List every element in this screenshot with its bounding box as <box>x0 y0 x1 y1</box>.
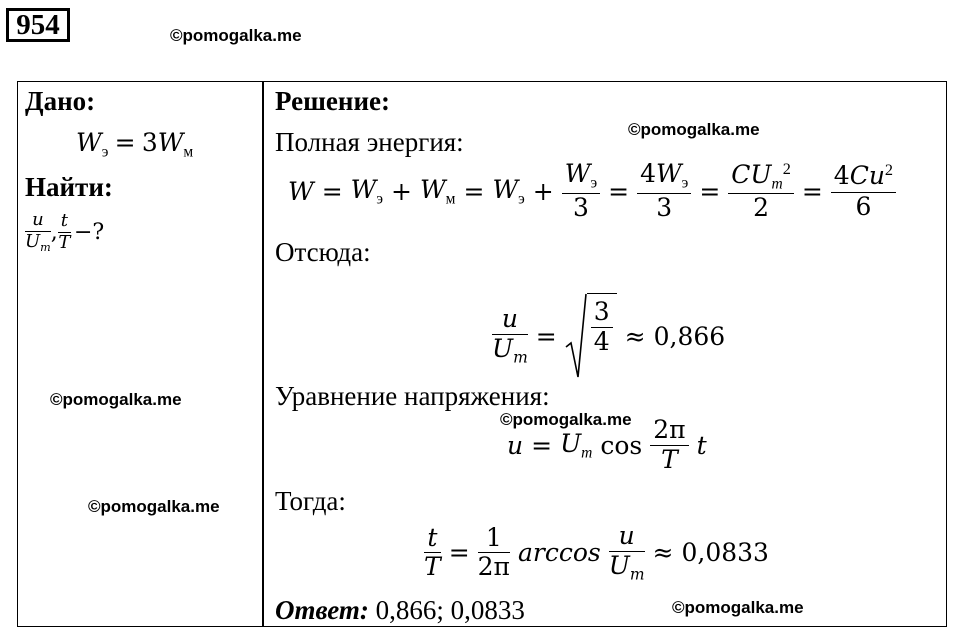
given-formula: $W_э = 3W_м$ <box>76 128 194 161</box>
watermark: ©pomogalka.me <box>628 120 760 139</box>
column-divider <box>262 81 264 627</box>
time-ratio-equation: $\frac{t}{T}$ = $\frac{1}{2\pi}$ arccos $\frac{u}{U_m}$ ≈ 0,0833 <box>424 521 769 584</box>
line-then: Тогда: <box>275 486 346 516</box>
watermark: ©pomogalka.me <box>500 410 632 429</box>
find-heading: Найти: <box>25 172 113 202</box>
ratio-equation: $\frac{u}{U_m}$ = $\frac{3}{4}$ ≈ 0,866 <box>492 293 725 379</box>
find-formula: $\frac{u}{U_m}$ , $\frac{t}{T}$ −? <box>25 209 105 254</box>
answer-line <box>275 595 525 626</box>
voltage-equation: u = $U_m$ cos $\frac{2\pi}{T}$ t <box>507 415 707 474</box>
watermark: ©pomogalka.me <box>88 497 220 516</box>
solution-heading: Решение: <box>275 86 390 116</box>
watermark: ©pomogalka.me <box>170 26 302 45</box>
watermark: ©pomogalka.me <box>672 598 804 617</box>
problem-number: 954 <box>6 8 70 42</box>
given-heading: Дано: <box>25 86 96 116</box>
line-full-energy: Полная энергия: <box>275 127 464 157</box>
watermark: ©pomogalka.me <box>50 390 182 409</box>
line-hence: Отсюда: <box>275 237 371 267</box>
answer-label: Ответ: <box>275 595 369 625</box>
sqrt-symbol: $\frac{3}{4}$ <box>565 293 617 379</box>
answer-value: 0,866; 0,0833 <box>375 595 525 625</box>
line-voltage-equation: Уравнение напряжения: <box>275 381 550 411</box>
energy-equation: W = $W_э$ + $W_м$ = $W_э$ + $\frac{W_э}{3}$ = $\frac{4W_э}{3}$ = $\frac{CU_m^2}{2}$ = $\frac{4Cu^2}{6}$ <box>288 160 896 223</box>
